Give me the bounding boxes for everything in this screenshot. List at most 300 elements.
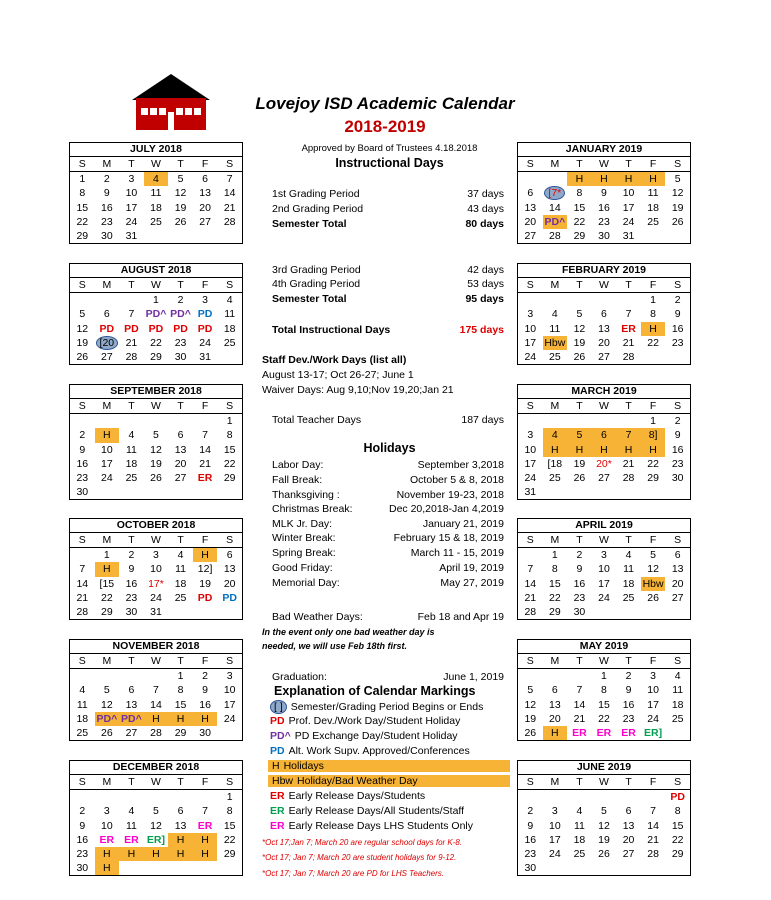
weekday-label: T	[576, 776, 583, 788]
week-row	[518, 471, 690, 485]
day-cell: 12	[573, 322, 586, 335]
day-cell: 6	[177, 805, 184, 818]
day-cell: 3	[128, 173, 135, 186]
holiday-label: MLK Jr. Day:	[272, 518, 333, 530]
day-cell: 6	[674, 549, 681, 562]
day-cell: 27	[125, 726, 138, 739]
footnote-1: *Oct 17;Jan 7; March 20 are regular school days for K-8.	[262, 838, 463, 847]
approval-note: Approved by Board of Trustees 4.18.2018	[301, 143, 478, 154]
day-cell: H	[641, 443, 666, 457]
day-cell: PD^	[170, 308, 191, 321]
week-row	[518, 172, 690, 186]
day-cell: ER	[572, 726, 587, 739]
day-cell: 2	[674, 415, 681, 428]
day-cell: 20	[223, 577, 236, 590]
day-cell: 23	[598, 215, 610, 228]
day-cell: H	[641, 322, 666, 336]
day-cell: 11	[125, 819, 137, 832]
day-cell: 18	[647, 201, 659, 214]
instructional-days-heading: Instructional Days	[335, 156, 444, 170]
weekday-header	[70, 533, 242, 548]
day-cell: 16	[199, 698, 211, 711]
week-row	[70, 819, 242, 833]
day-cell: 10	[647, 684, 659, 697]
weekday-label: S	[674, 158, 682, 170]
day-cell: 1	[551, 549, 558, 562]
day-cell: H	[95, 847, 120, 861]
weekday-label: S	[674, 534, 682, 546]
weekday-label: T	[177, 776, 184, 788]
legend-text: PD Exchange Day/Student Holiday	[294, 730, 458, 742]
day-cell: 9	[674, 429, 681, 442]
day-cell: 26	[598, 847, 610, 860]
day-cell: 13	[174, 819, 187, 832]
day-cell: 6	[527, 187, 534, 200]
weekday-label: M	[550, 776, 560, 788]
day-cell: 5	[567, 428, 592, 442]
weekday-label: S	[526, 655, 534, 667]
day-cell: 22	[671, 833, 684, 846]
day-cell: 17	[647, 698, 659, 711]
week-row	[518, 201, 690, 215]
weekday-label: T	[128, 279, 135, 291]
day-cell: 3	[226, 670, 233, 683]
day-cell	[665, 605, 690, 619]
day-cell: 3	[650, 670, 657, 683]
day-cell: ER	[621, 322, 636, 335]
day-cell: 20*	[596, 457, 612, 470]
day-cell: 8	[177, 684, 184, 697]
weekday-label: T	[177, 655, 184, 667]
day-cell	[217, 726, 242, 740]
weekday-label: F	[201, 158, 209, 170]
day-cell: 5	[601, 805, 607, 818]
week-row	[518, 861, 690, 875]
weekday-label: S	[526, 400, 534, 412]
day-cell: ER	[197, 471, 213, 484]
day-cell: 4	[128, 429, 135, 442]
weekday-label: S	[674, 400, 682, 412]
footnote-2: *Oct 17; Jan 7; March 20 are student holidays for 9-12.	[262, 853, 457, 862]
day-cell: 7	[650, 805, 657, 818]
legend-text: Early Release Days/All Students/Staff	[288, 805, 465, 817]
holiday-label: Winter Break:	[272, 532, 336, 544]
day-cell: 30	[76, 862, 89, 875]
day-cell: H	[616, 172, 641, 186]
day-cell	[144, 414, 169, 428]
legend-code: [ ]	[270, 700, 287, 714]
day-cell: 5	[527, 684, 534, 697]
month-name: MAY 2019	[518, 640, 690, 654]
teacher-days-value: 187 days	[461, 414, 504, 426]
week-row	[518, 577, 690, 591]
weekday-label: T	[576, 400, 583, 412]
day-cell: 23	[573, 591, 586, 604]
day-cell: 22	[647, 336, 659, 349]
day-cell	[543, 485, 568, 499]
day-cell: 9	[674, 308, 681, 321]
day-cell: 13	[524, 201, 537, 214]
day-cell: 16	[671, 443, 684, 456]
day-cell: 6	[103, 308, 110, 321]
day-cell: 23	[76, 847, 89, 860]
day-cell: 17	[598, 577, 610, 590]
week-row	[70, 186, 242, 200]
day-cell: 25	[647, 215, 659, 228]
day-cell: 10	[549, 819, 561, 832]
grading-period-1-label: 1st Grading Period	[272, 188, 360, 200]
week-row	[518, 804, 690, 818]
weekday-label: S	[526, 158, 534, 170]
day-cell: 7	[576, 684, 583, 697]
day-cell: 27	[524, 229, 537, 242]
day-cell: 5	[153, 805, 159, 818]
week-row	[518, 698, 690, 712]
day-cell	[543, 172, 568, 186]
day-cell: 8	[576, 187, 583, 200]
weekday-header	[518, 399, 690, 414]
week-row	[70, 726, 242, 740]
day-cell: H	[592, 443, 617, 457]
day-cell: 26	[573, 471, 586, 484]
day-cell: 17*	[148, 577, 164, 590]
day-cell	[665, 350, 690, 364]
day-cell	[119, 485, 144, 499]
day-cell: H	[193, 712, 218, 726]
day-cell: 13	[199, 187, 211, 200]
day-cell	[217, 605, 242, 619]
weekday-label: T	[128, 655, 135, 667]
weekday-label: F	[649, 534, 657, 546]
week-row	[518, 186, 690, 200]
day-cell: 18	[223, 322, 236, 335]
day-cell: 29	[101, 605, 113, 618]
day-cell: 8	[226, 805, 233, 818]
day-cell: 10	[622, 187, 635, 200]
weekday-label: S	[78, 400, 86, 412]
day-cell: PD^	[544, 215, 566, 228]
month-name: JUNE 2019	[518, 761, 690, 775]
weekday-header	[518, 654, 690, 669]
day-cell: 11	[672, 684, 684, 697]
week-row	[518, 669, 690, 683]
day-cell: 3	[527, 308, 534, 321]
page-title: Lovejoy ISD Academic Calendar	[255, 94, 515, 113]
day-cell: 28	[125, 350, 138, 363]
day-cell	[543, 186, 568, 200]
week-row	[70, 548, 242, 562]
school-building-icon	[130, 72, 212, 132]
week-row	[70, 414, 242, 428]
day-cell: 14	[647, 819, 659, 832]
grading-period-marker: [7*	[544, 186, 565, 200]
day-cell: PD	[124, 322, 139, 335]
day-cell: PD	[99, 322, 115, 335]
day-cell: 17	[101, 457, 113, 470]
day-cell	[95, 790, 120, 804]
weekday-label: F	[201, 776, 209, 788]
day-cell	[641, 861, 666, 875]
week-row	[70, 336, 242, 350]
week-row	[518, 683, 690, 697]
day-cell: 27	[598, 350, 610, 363]
day-cell: H	[168, 847, 193, 861]
weekday-label: F	[201, 400, 209, 412]
day-cell	[567, 414, 592, 428]
weekday-label: T	[177, 400, 184, 412]
week-row	[518, 307, 690, 321]
weekday-label: W	[151, 534, 161, 546]
day-cell: 1	[79, 173, 86, 186]
weekday-header	[70, 278, 242, 293]
day-cell: 20	[199, 201, 211, 214]
week-row	[518, 790, 690, 804]
day-cell	[70, 414, 95, 428]
day-cell: 12]	[197, 563, 213, 576]
day-cell: 21	[76, 591, 89, 604]
day-cell: 11	[150, 187, 162, 200]
day-cell	[119, 293, 144, 307]
weekday-label: W	[151, 776, 161, 788]
day-cell: 14	[199, 443, 211, 456]
holiday-date: November 19-23, 2018	[396, 489, 504, 501]
day-cell: H	[567, 443, 592, 457]
day-cell	[543, 790, 568, 804]
day-cell: 10	[524, 443, 537, 456]
legend-text: Semester/Grading Period Begins or Ends	[290, 701, 484, 713]
day-cell: 1	[103, 549, 110, 562]
day-cell	[70, 790, 95, 804]
day-cell: 29	[223, 847, 236, 860]
day-cell: 10	[125, 187, 138, 200]
day-cell	[144, 229, 169, 243]
day-cell: 25	[549, 350, 561, 363]
day-cell: 11	[125, 443, 137, 456]
weekday-label: T	[625, 279, 632, 291]
day-cell: 13	[598, 322, 610, 335]
day-cell: 28	[223, 215, 236, 228]
day-cell: 23	[671, 336, 684, 349]
day-cell: 4	[177, 549, 184, 562]
day-cell: 28	[622, 350, 635, 363]
week-row	[70, 485, 242, 499]
day-cell: 21	[223, 201, 236, 214]
day-cell: 24	[524, 471, 537, 484]
day-cell: H	[119, 847, 144, 861]
day-cell: 17	[125, 201, 138, 214]
weekday-label: T	[576, 655, 583, 667]
day-cell: 24	[223, 712, 236, 725]
day-cell: 16	[76, 833, 89, 846]
day-cell: 13	[174, 443, 187, 456]
month-name: FEBRUARY 2019	[518, 264, 690, 278]
day-cell	[641, 485, 666, 499]
day-cell: 25	[174, 591, 187, 604]
legend-item	[268, 700, 483, 714]
grading-period-1-value: 37 days	[467, 188, 504, 200]
day-cell: 15	[223, 443, 236, 456]
holiday-label: Fall Break:	[272, 474, 323, 486]
day-cell: 8	[551, 563, 558, 576]
weekday-label: T	[625, 158, 632, 170]
day-cell: 28	[622, 471, 635, 484]
graduation-value: June 1, 2019	[443, 671, 504, 683]
legend-code: PD^	[270, 730, 291, 742]
week-row	[518, 336, 690, 350]
day-cell: 19	[150, 457, 162, 470]
day-cell: 2	[674, 294, 681, 307]
day-cell: 24	[150, 591, 162, 604]
week-row	[518, 293, 690, 307]
day-cell: ER	[99, 833, 115, 846]
week-row	[518, 485, 690, 499]
day-cell: 16	[671, 322, 684, 335]
day-cell: 31	[125, 229, 138, 242]
day-cell: Hbw	[642, 577, 664, 590]
day-cell: H	[543, 443, 568, 457]
week-row	[70, 293, 242, 307]
week-row	[518, 562, 690, 576]
weekday-label: M	[550, 158, 560, 170]
day-cell	[592, 293, 617, 307]
day-cell: 4	[226, 294, 233, 307]
day-cell: 5	[650, 549, 657, 562]
day-cell: 10	[150, 563, 162, 576]
day-cell	[665, 229, 690, 243]
day-cell: 20	[549, 712, 561, 725]
day-cell: 8	[226, 429, 233, 442]
day-cell: 17	[223, 698, 236, 711]
day-cell: 2	[625, 670, 632, 683]
day-cell	[518, 414, 543, 428]
weekday-label: S	[526, 776, 534, 788]
week-row	[518, 229, 690, 243]
day-cell: 8]	[641, 428, 666, 442]
day-cell	[119, 414, 144, 428]
month-name: JANUARY 2019	[518, 143, 690, 157]
day-cell	[217, 861, 242, 875]
week-row	[70, 443, 242, 457]
day-cell: 22	[573, 215, 586, 228]
day-cell: 3	[551, 805, 558, 818]
day-cell: 1	[650, 415, 657, 428]
day-cell	[665, 861, 690, 875]
weekday-label: M	[550, 279, 560, 291]
day-cell	[616, 790, 641, 804]
weekday-label: M	[102, 776, 112, 788]
week-row	[518, 428, 690, 442]
holiday-label: Christmas Break:	[272, 503, 353, 515]
day-cell: 31	[622, 229, 635, 242]
weekday-label: F	[649, 158, 657, 170]
staff-dev-dates: August 13-17; Oct 26-27; June 1	[262, 369, 414, 381]
day-cell: 13	[125, 698, 138, 711]
day-cell: 6	[601, 308, 607, 321]
day-cell: 5	[79, 308, 86, 321]
weekday-label: M	[102, 158, 112, 170]
day-cell: 27	[174, 471, 187, 484]
semester-2-total-label: Semester Total	[272, 293, 347, 305]
day-cell: 10	[524, 322, 537, 335]
weekday-header	[70, 654, 242, 669]
legend-code: ER	[270, 820, 285, 832]
day-cell: 29	[671, 847, 684, 860]
day-cell: 22	[101, 591, 113, 604]
weekday-label: T	[576, 534, 583, 546]
day-cell: 23	[125, 591, 138, 604]
day-cell: 2	[128, 549, 135, 562]
grading-period-marker: [20	[96, 336, 119, 350]
week-row	[518, 457, 690, 471]
day-cell: H	[543, 726, 568, 740]
day-cell: 1	[601, 670, 607, 683]
day-cell: 7	[226, 173, 233, 186]
day-cell: 7	[153, 684, 159, 697]
day-cell: 9	[527, 819, 534, 832]
holiday-label: Memorial Day:	[272, 577, 340, 589]
holiday-date: March 11 - 15, 2019	[410, 547, 504, 559]
week-row	[70, 847, 242, 861]
day-cell: 19	[76, 336, 89, 349]
day-cell	[144, 485, 169, 499]
day-cell: 16	[622, 698, 635, 711]
weekday-label: S	[226, 776, 234, 788]
total-instructional-label: Total Instructional Days	[272, 324, 391, 336]
day-cell: 29	[573, 229, 586, 242]
month-name: SEPTEMBER 2018	[70, 385, 242, 399]
weekday-label: T	[128, 400, 135, 412]
weekday-label: S	[226, 400, 234, 412]
day-cell: 11	[573, 819, 585, 832]
weekday-label: M	[102, 534, 112, 546]
legend-text: Prof. Dev./Work Day/Student Holiday	[288, 715, 461, 727]
grading-period-3-value: 42 days	[467, 264, 504, 276]
day-cell	[665, 485, 690, 499]
day-cell: 12	[150, 819, 162, 832]
holiday-label: Good Friday:	[272, 562, 333, 574]
day-cell: 10	[223, 684, 236, 697]
weekday-label: W	[599, 534, 609, 546]
day-cell	[641, 790, 666, 804]
legend-code: PD	[270, 745, 285, 757]
day-cell: 26	[573, 350, 586, 363]
weekday-label: T	[128, 158, 135, 170]
weekday-label: S	[226, 279, 234, 291]
day-cell: 3	[601, 549, 607, 562]
weekday-label: S	[78, 279, 86, 291]
day-cell	[567, 790, 592, 804]
day-cell: [15	[99, 577, 115, 590]
day-cell: 29	[76, 229, 89, 242]
weekday-label: W	[599, 400, 609, 412]
day-cell: ER	[124, 833, 139, 846]
day-cell: PD	[197, 308, 213, 321]
day-cell: H	[168, 833, 193, 847]
month-calendar-november	[69, 639, 243, 741]
day-cell: 13	[671, 563, 684, 576]
day-cell: PD	[148, 322, 164, 335]
month-calendar-february	[517, 263, 691, 365]
day-cell: 11	[647, 187, 659, 200]
month-name: AUGUST 2018	[70, 264, 242, 278]
day-cell: 1	[177, 670, 184, 683]
weekday-header	[518, 278, 690, 293]
day-cell: 6	[177, 429, 184, 442]
weekday-label: M	[102, 400, 112, 412]
weekday-label: S	[78, 776, 86, 788]
bad-weather-value: Feb 18 and Apr 19	[417, 611, 504, 623]
weekday-label: W	[599, 776, 609, 788]
